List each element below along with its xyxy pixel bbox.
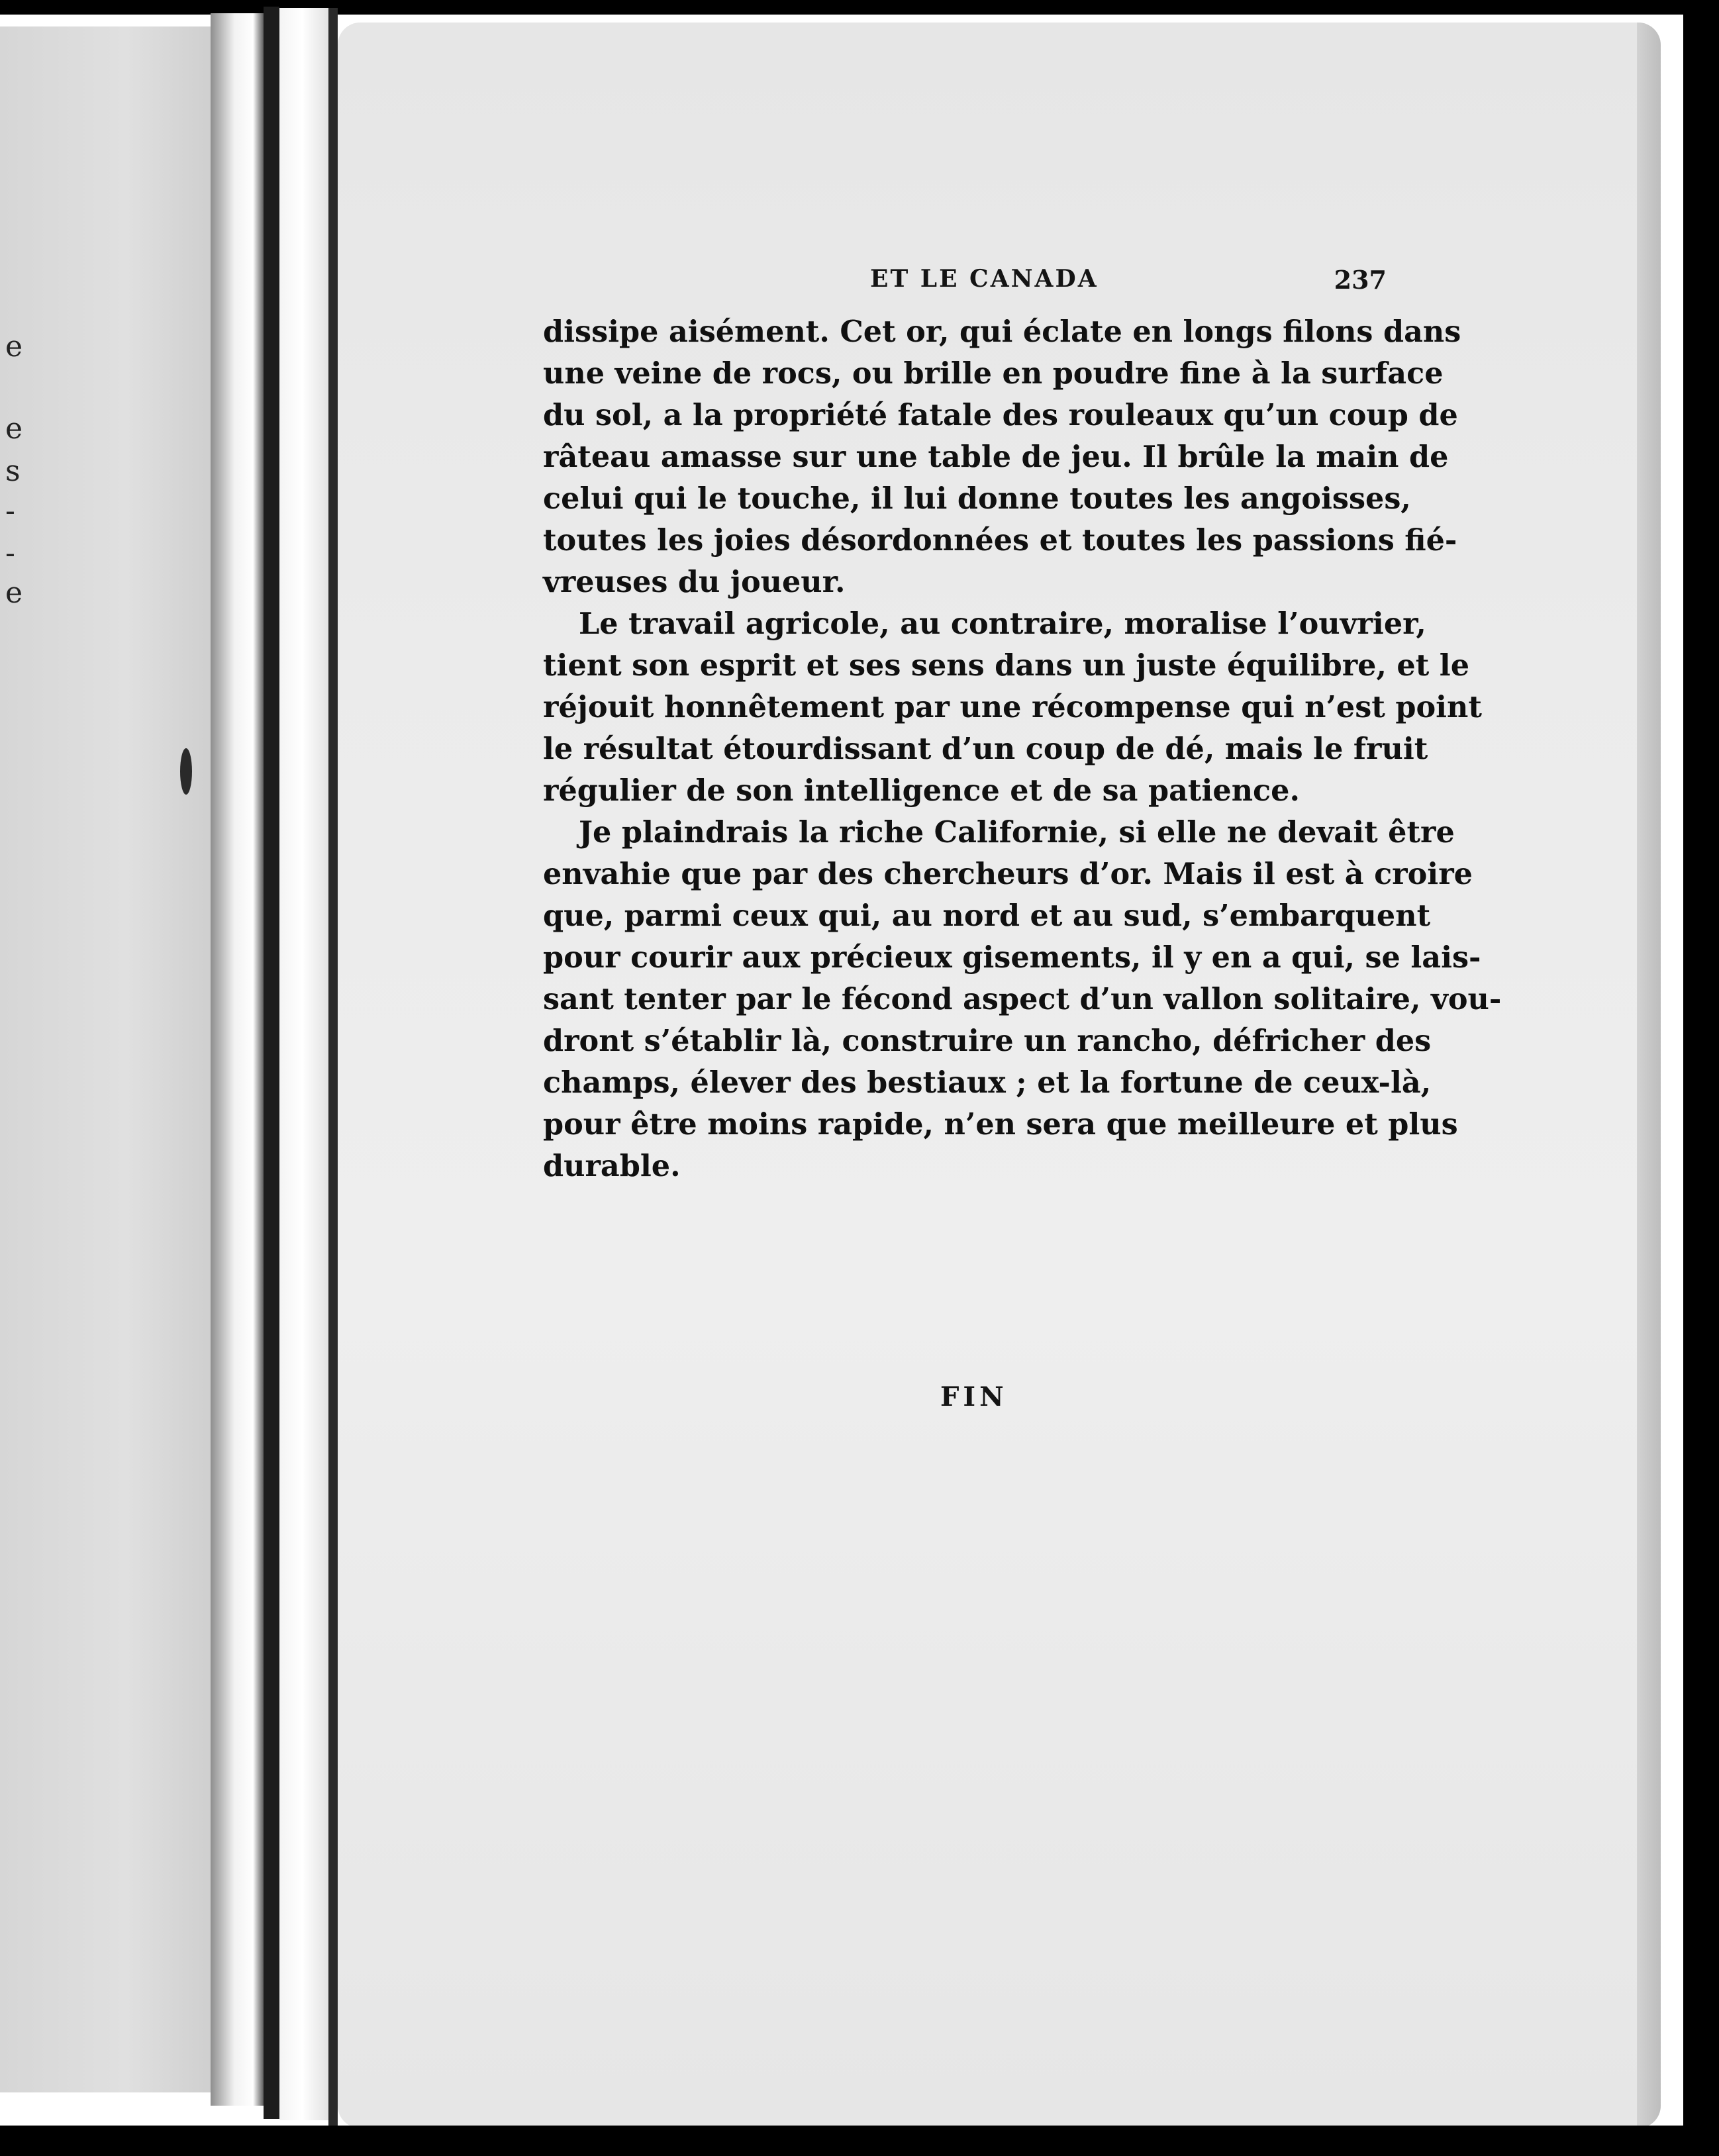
scan-border-top <box>0 0 1719 15</box>
gutter-shadow-inner <box>328 8 338 2127</box>
facing-page-char: e <box>5 412 23 446</box>
text-line: vreuses du joueur. <box>543 565 846 599</box>
scan-border-right <box>1683 0 1719 2156</box>
text-line: envahie que par des chercheurs d’or. Mais il est à croire <box>543 857 1473 891</box>
facing-page-char: - <box>5 494 15 528</box>
facing-page-char: - <box>5 536 15 570</box>
text-line: Le travail agricole, au contraire, moralise l’ouvrier, <box>579 607 1426 641</box>
text-line: du sol, a la propriété fatale des rouleaux qu’un coup de <box>543 398 1458 432</box>
page-number: 237 <box>1334 265 1387 295</box>
text-line: Je plaindrais la riche Californie, si elle ne devait être <box>579 815 1455 850</box>
body-text <box>543 311 1502 1187</box>
running-header <box>546 265 1387 299</box>
text-line: champs, élever des bestiaux ; et la fortune de ceux-là, <box>543 1065 1432 1100</box>
text-line: régulier de son intelligence et de sa patience. <box>543 773 1300 808</box>
gutter-shadow <box>264 7 279 2119</box>
text-line: le résultat étourdissant d’un coup de dé, mais le fruit <box>543 732 1428 766</box>
text-line: sant tenter par le fécond aspect d’un vallon solitaire, vou- <box>543 982 1502 1016</box>
ink-blot <box>180 748 192 795</box>
text-line: celui qui le touche, il lui donne toutes les angoisses, <box>543 481 1411 516</box>
running-title: ET LE CANADA <box>870 265 1099 293</box>
page-fold <box>211 13 264 2106</box>
text-line: réjouit honnêtement par une récompense qui n’est point <box>543 690 1482 724</box>
page-edge <box>1637 23 1661 2128</box>
text-line: toutes les joies désordonnées et toutes les passions fié- <box>543 523 1457 558</box>
text-line: durable. <box>543 1149 681 1183</box>
text-line: pour courir aux précieux gisements, il y en a qui, se lais- <box>543 940 1481 975</box>
facing-page-char: e <box>5 576 23 610</box>
text-line: pour être moins rapide, n’en sera que meilleure et plus <box>543 1107 1458 1142</box>
text-line: une veine de rocs, ou brille en poudre fine à la surface <box>543 356 1444 391</box>
facing-page-char: e <box>5 330 23 364</box>
text-line: dront s’établir là, construire un rancho, défricher des <box>543 1024 1432 1058</box>
facing-page-char: s <box>5 454 21 488</box>
text-line: tient son esprit et ses sens dans un juste équilibre, et le <box>543 648 1470 683</box>
scan-border-bottom <box>0 2126 1719 2156</box>
facing-page-edge <box>0 26 211 2092</box>
text-line: râteau amasse sur une table de jeu. Il brûle la main de <box>543 440 1449 474</box>
text-line: que, parmi ceux qui, au nord et au sud, s’embarquent <box>543 899 1431 933</box>
end-mark: FIN <box>940 1381 1008 1412</box>
text-line: dissipe aisément. Cet or, qui éclate en longs filons dans <box>543 315 1461 349</box>
